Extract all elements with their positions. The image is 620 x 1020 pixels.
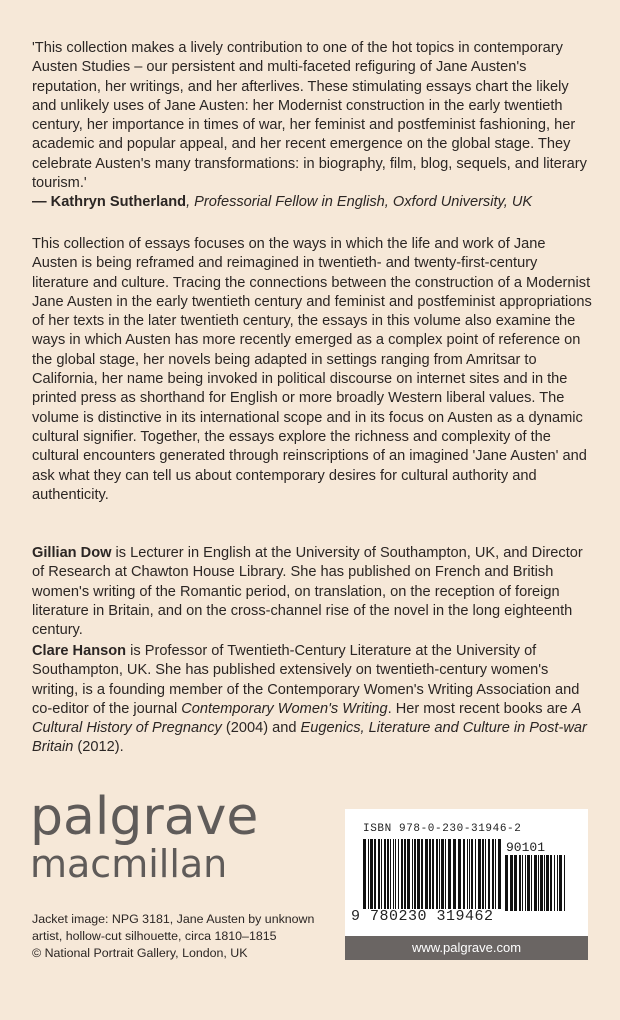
barcode-bar — [445, 839, 446, 909]
endorsement-quote — [32, 39, 592, 213]
book-title-1: A Cultural History of Pregnancy — [32, 700, 581, 737]
barcode-bar — [525, 855, 526, 911]
barcode-bar — [475, 839, 476, 909]
barcode-bar — [554, 855, 555, 911]
barcode-bar — [557, 855, 558, 911]
barcode-bar — [478, 839, 481, 909]
barcode-bar — [363, 839, 366, 909]
barcode-bar — [425, 839, 428, 909]
barcode-bar — [448, 839, 451, 909]
quote-text: 'This collection makes a lively contribution to one of the hot topics in contemporary Austen Studies – our persistent and multi-faceted refiguring of Jane Austen's reputation, her writings, and her afterlives. These stimulating essays chart the likely and unlikely uses of Jane Austen: her Modernist construction in the early twentieth century, her importance in times of war, her feminist and postfeminist fashioning, her academic and popular appeal, and her recent emergence on the global stage. They celebrate Austen's many transformations: in biography, film, blog, sequels, and literary tourism.' — [32, 40, 587, 192]
barcode-bar — [417, 839, 420, 909]
barcode-bar — [395, 839, 396, 909]
barcode-bar — [546, 855, 549, 911]
barcode-main-bars — [363, 839, 503, 909]
jacket-credit — [32, 911, 332, 961]
barcode-bar — [527, 855, 530, 911]
barcode-bar — [485, 839, 486, 909]
bio2-text-2: . Her most recent books are — [387, 700, 572, 717]
book-description: This collection of essays focuses on the ways in which the life and work of Jane Austen is being reframed and reimagined in twentieth- and twenty-first-century literature and culture. Tracing the connections between the construction of a Modernist Jane Austen in the early twentieth century and feminist and postfeminist appropriations of her texts in the later twentieth century, the essays in this volume also examine the ways in which Austen has more recently emerged as a complex point of reference on the global stage, her novels being adapted in settings ranging from Amritsar to California, her name being invoked in political discourse on internet sites and in the printed press as shorthand for English or more broadly Western liberal values. The volume is distinctive in its international scope and in its focus on Austen as a dynamic cultural signifier. Together, the essays explore the richness and complexity of the cultural encounters generated through reinscriptions of an imagined 'Jane Austen' and ask what they can tell us about contemporary desires for cultural authority and authenticity. — [32, 236, 592, 503]
barcode-bar — [387, 839, 389, 909]
barcode-bar — [467, 839, 468, 909]
barcode-bar — [401, 839, 403, 909]
barcode-bar — [404, 839, 406, 909]
barcode-bar — [531, 855, 532, 911]
bio2-text-4: (2012). — [73, 739, 124, 756]
barcode-bar — [564, 855, 565, 911]
quote-affiliation: , Professorial Fellow in English, Oxford University, UK — [186, 194, 533, 211]
barcode-bar — [370, 839, 373, 909]
barcode-bar — [398, 839, 399, 909]
barcode-bar — [534, 855, 537, 911]
barcode-bar — [378, 839, 380, 909]
barcode-bar — [482, 839, 484, 909]
barcode-bar — [514, 855, 517, 911]
barcode-bar — [469, 839, 470, 909]
barcode-bar — [407, 839, 410, 909]
isbn-barcode — [345, 809, 588, 936]
barcode-bar — [436, 839, 438, 909]
barcode-bar — [421, 839, 423, 909]
barcode-bar — [432, 839, 434, 909]
barcode-bar — [393, 839, 394, 909]
barcode-bar — [390, 839, 391, 909]
barcode-bar — [492, 839, 494, 909]
barcode-bar — [381, 839, 382, 909]
quote-author: Kathryn Sutherland — [50, 194, 187, 211]
barcode-bar — [429, 839, 431, 909]
barcode-bar — [495, 839, 496, 909]
editor-bio-dow — [32, 544, 592, 640]
barcode-addon-bars — [505, 855, 567, 911]
bio2-text-1: is Professor of Twentieth-Century Literature at the University of Southampton, UK. She has published extensively on twentieth-century women's writing, is a founding member of the Contemporary Women's Writing Association and co-editor of the journal — [32, 643, 580, 717]
logo-palgrave: palgrave — [30, 787, 259, 847]
barcode-bar — [471, 839, 473, 909]
journal-title: Contemporary Women's Writing — [181, 700, 388, 717]
barcode-bar — [463, 839, 465, 909]
quote-dash: — — [32, 194, 51, 211]
publisher-url[interactable]: www.palgrave.com — [345, 936, 588, 960]
barcode-bar — [505, 855, 508, 911]
editor-bio-dow-text: is Lecturer in English at the University of Southampton, UK, and Director of Research at Chawton House Library. She has published on French and British women's writing of the Romantic period, on translation, on the reception of foreign literature in Britain, and on the cross-channel rise of the novel in the long eighteenth century. — [32, 545, 583, 639]
isbn-label: ISBN 978-0-230-31946-2 — [363, 823, 522, 835]
barcode-bar — [519, 855, 521, 911]
barcode-bar — [498, 839, 501, 909]
barcode-bar — [458, 839, 461, 909]
barcode-bar — [550, 855, 552, 911]
barcode-bar — [488, 839, 490, 909]
jacket-line-2: artist, hollow-cut silhouette, circa 1810–1815 — [32, 928, 277, 943]
editor-name-dow: Gillian Dow — [32, 545, 112, 561]
jacket-line-1: Jacket image: NPG 3181, Jane Austen by unknown — [32, 912, 315, 926]
barcode-number: 9 780230 319462 — [351, 908, 494, 925]
barcode-bar — [510, 855, 513, 911]
publisher-logo — [30, 787, 259, 886]
barcode-bar — [368, 839, 369, 909]
bio2-text-3: (2004) and — [221, 720, 301, 737]
barcode-bar — [374, 839, 376, 909]
logo-macmillan: macmillan — [30, 842, 228, 886]
barcode-bar — [384, 839, 386, 909]
barcode-bar — [453, 839, 456, 909]
editor-bio-hanson — [32, 642, 592, 758]
barcode-bar — [414, 839, 416, 909]
barcode-bar — [441, 839, 444, 909]
barcode-bar — [522, 855, 523, 911]
barcode-bar — [540, 855, 543, 911]
barcode-bar — [544, 855, 545, 911]
barcode-addon-number: 90101 — [506, 840, 546, 855]
jacket-line-3: © National Portrait Gallery, London, UK — [32, 945, 248, 960]
editor-name-hanson: Clare Hanson — [32, 643, 127, 659]
book-title-2: Eugenics, Literature and Culture in Post-war Britain — [32, 720, 587, 756]
barcode-bar — [538, 855, 539, 911]
barcode-bar — [559, 855, 562, 911]
barcode-bar — [439, 839, 440, 909]
barcode-bar — [412, 839, 413, 909]
